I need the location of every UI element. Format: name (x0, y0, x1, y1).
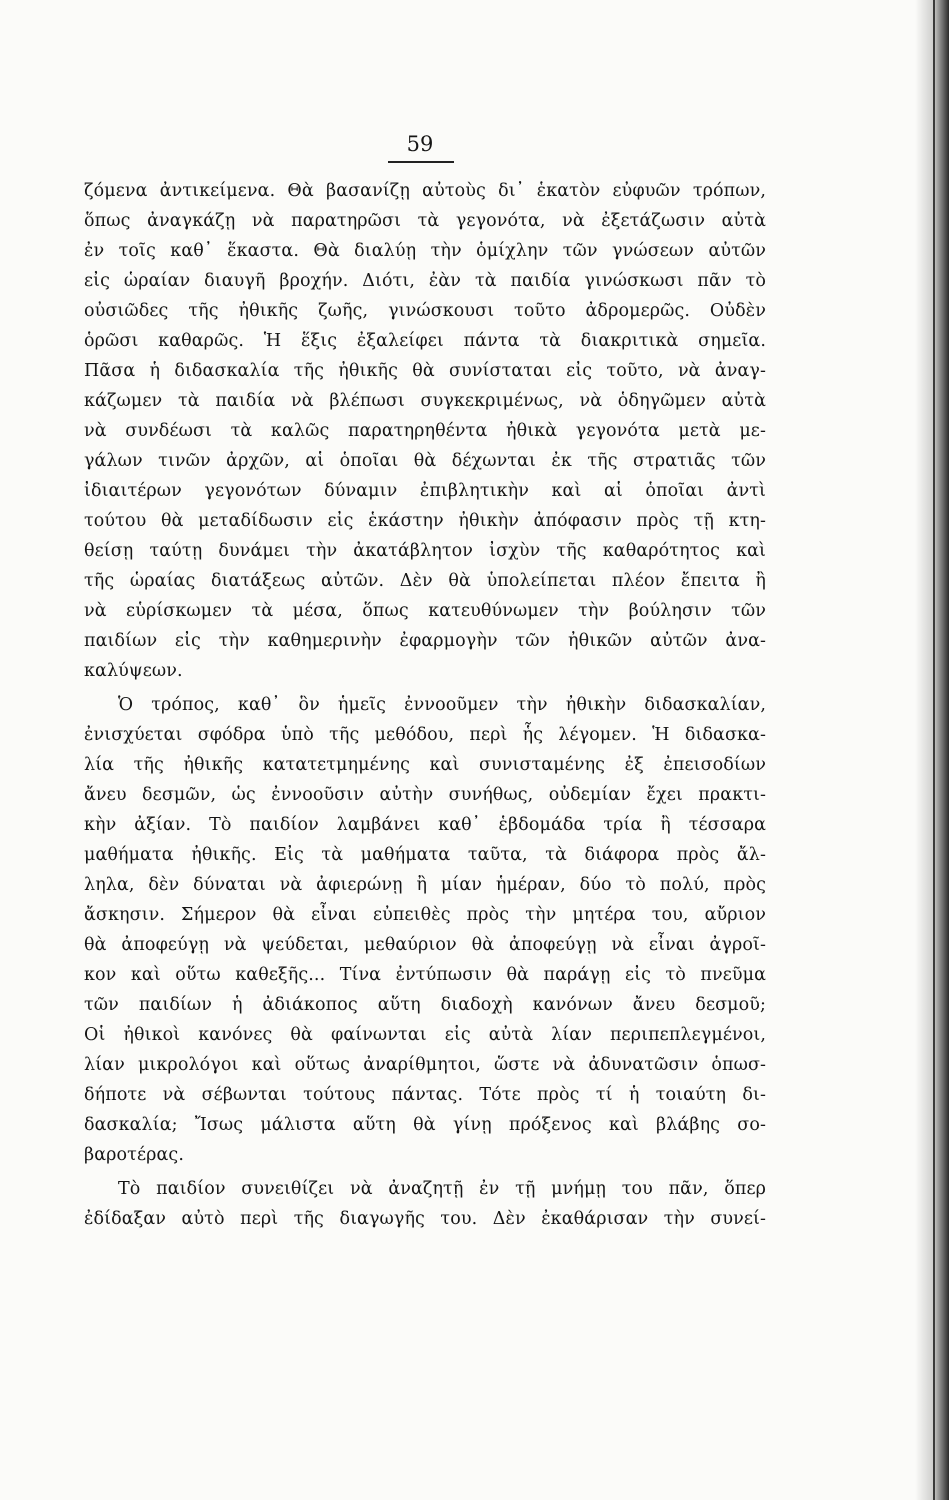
text-line: λία τῆς ἠθικῆς κατατετμημένης καὶ συνισταμένης ἐξ ἐπεισοδίων (84, 755, 766, 775)
text-line: ληλα, δὲν δύναται νὰ ἀφιερώνῃ ἢ μίαν ἡμέραν, δύο τὸ πολύ, πρὸς (84, 875, 766, 895)
text-line: νὰ συνδέωσι τὰ καλῶς παρατηρηθέντα ἠθικὰ γεγονότα μετὰ με- (84, 421, 766, 441)
text-line: θὰ ἀποφεύγῃ νὰ ψεύδεται, μεθαύριον θὰ ἀποφεύγῃ νὰ εἶναι ἀγροῖ- (84, 935, 766, 955)
text-line: κάζωμεν τὰ παιδία νὰ βλέπωσι συγκεκριμένως, νὰ ὁδηγῶμεν αὐτὰ (84, 391, 766, 411)
text-line: ἰδιαιτέρων γεγονότων δύναμιν ἐπιβλητικὴν καὶ αἱ ὁποῖαι ἀντὶ (84, 481, 766, 501)
text-line: καλύψεων. (84, 661, 183, 681)
text-line: ἐνισχύεται σφόδρα ὑπὸ τῆς μεθόδου, περὶ ἧς λέγομεν. Ἡ διδασκα- (84, 725, 766, 745)
text-line: βαροτέρας. (84, 1145, 184, 1165)
text-line: ἐν τοῖς καθ᾽ ἕκαστα. Θὰ διαλύῃ τὴν ὁμίχλην τῶν γνώσεων αὐτῶν (84, 241, 766, 261)
text-line: γάλων τινῶν ἀρχῶν, αἱ ὁποῖαι θὰ δέχωνται ἐκ τῆς στρατιᾶς τῶν (84, 451, 766, 471)
text-line: οὐσιῶδες τῆς ἠθικῆς ζωῆς, γινώσκουσι τοῦτο ἀδρομερῶς. Οὐδὲν (84, 301, 766, 321)
text-line: τῶν παιδίων ἡ ἀδιάκοπος αὕτη διαδοχὴ κανόνων ἄνευ δεσμοῦ; (84, 995, 766, 1015)
text-line: θείσῃ ταύτῃ δυνάμει τὴν ἀκατάβλητον ἰσχὺν τῆς καθαρότητος καὶ (84, 541, 766, 561)
text-line: Οἱ ἠθικοὶ κανόνες θὰ φαίνωνται εἰς αὐτὰ λίαν περιπεπλεγμένοι, (84, 1025, 766, 1045)
text-line: κὴν ἀξίαν. Τὸ παιδίον λαμβάνει καθ᾽ ἑβδομάδα τρία ἢ τέσσαρα (84, 815, 766, 835)
text-line: δήποτε νὰ σέβωνται τούτους πάντας. Τότε πρὸς τί ἡ τοιαύτη δι- (84, 1085, 766, 1105)
paragraph-first-line: Ὁ τρόπος, καθ᾽ ὃν ἡμεῖς ἐννοοῦμεν τὴν ἠθικὴν διδασκαλίαν, (118, 695, 766, 715)
text-line: κον καὶ οὕτω καθεξῆς... Τίνα ἐντύπωσιν θὰ παράγῃ εἰς τὸ πνεῦμα (84, 965, 766, 985)
text-line: ἄσκησιν. Σήμερον θὰ εἶναι εὐπειθὲς πρὸς τὴν μητέρα του, αὔριον (84, 905, 766, 925)
text-line: δασκαλία; Ἴσως μάλιστα αὕτη θὰ γίνῃ πρόξενος καὶ βλάβης σο- (84, 1115, 766, 1135)
text-line: εἰς ὡραίαν διαυγῆ βροχήν. Διότι, ἐὰν τὰ παιδία γινώσκωσι πᾶν τὸ (84, 271, 766, 291)
text-line: ἄνευ δεσμῶν, ὡς ἐννοοῦσιν αὐτὴν συνήθως, οὐδεμίαν ἔχει πρακτι- (84, 785, 766, 805)
text-line: μαθήματα ἠθικῆς. Εἰς τὰ μαθήματα ταῦτα, τὰ διάφορα πρὸς ἄλ- (84, 845, 766, 865)
text-line: τῆς ὡραίας διατάξεως αὐτῶν. Δὲν θὰ ὑπολείπεται πλέον ἔπειτα ἢ (84, 571, 766, 591)
text-line: Πᾶσα ἡ διδασκαλία τῆς ἠθικῆς θὰ συνίσταται εἰς τοῦτο, νὰ ἀναγ- (84, 361, 766, 381)
text-line: ζόμενα ἀντικείμενα. Θὰ βασανίζῃ αὐτοὺς δι᾽ ἑκατὸν εὐφυῶν τρόπων, (84, 181, 766, 201)
text-line: ἐδίδαξαν αὐτὸ περὶ τῆς διαγωγῆς του. Δὲν ἐκαθάρισαν τὴν συνεί- (84, 1209, 766, 1229)
text-line: ὁρῶσι καθαρῶς. Ἡ ἕξις ἐξαλείφει πάντα τὰ διακριτικὰ σημεῖα. (84, 331, 766, 351)
text-line: παιδίων εἰς τὴν καθημερινὴν ἐφαρμογὴν τῶν ἠθικῶν αὐτῶν ἀνα- (84, 631, 766, 651)
text-line: ὅπως ἀναγκάζῃ νὰ παρατηρῶσι τὰ γεγονότα, νὰ ἐξετάζωσιν αὐτὰ (84, 211, 766, 231)
text-line: λίαν μικρολόγοι καὶ οὕτως ἀναρίθμητοι, ὥστε νὰ ἀδυνατῶσιν ὁπωσ- (84, 1055, 766, 1075)
paragraph-first-line: Τὸ παιδίον συνειθίζει νὰ ἀναζητῇ ἐν τῇ μνήμῃ του πᾶν, ὅπερ (118, 1179, 766, 1199)
text-line: τούτου θὰ μεταδίδωσιν εἰς ἑκάστην ἠθικὴν ἀπόφασιν πρὸς τῇ κτη- (84, 511, 766, 531)
page-number: 59 (406, 132, 434, 156)
text-line: νὰ εὑρίσκωμεν τὰ μέσα, ὅπως κατευθύνωμεν τὴν βούλησιν τῶν (84, 601, 766, 621)
